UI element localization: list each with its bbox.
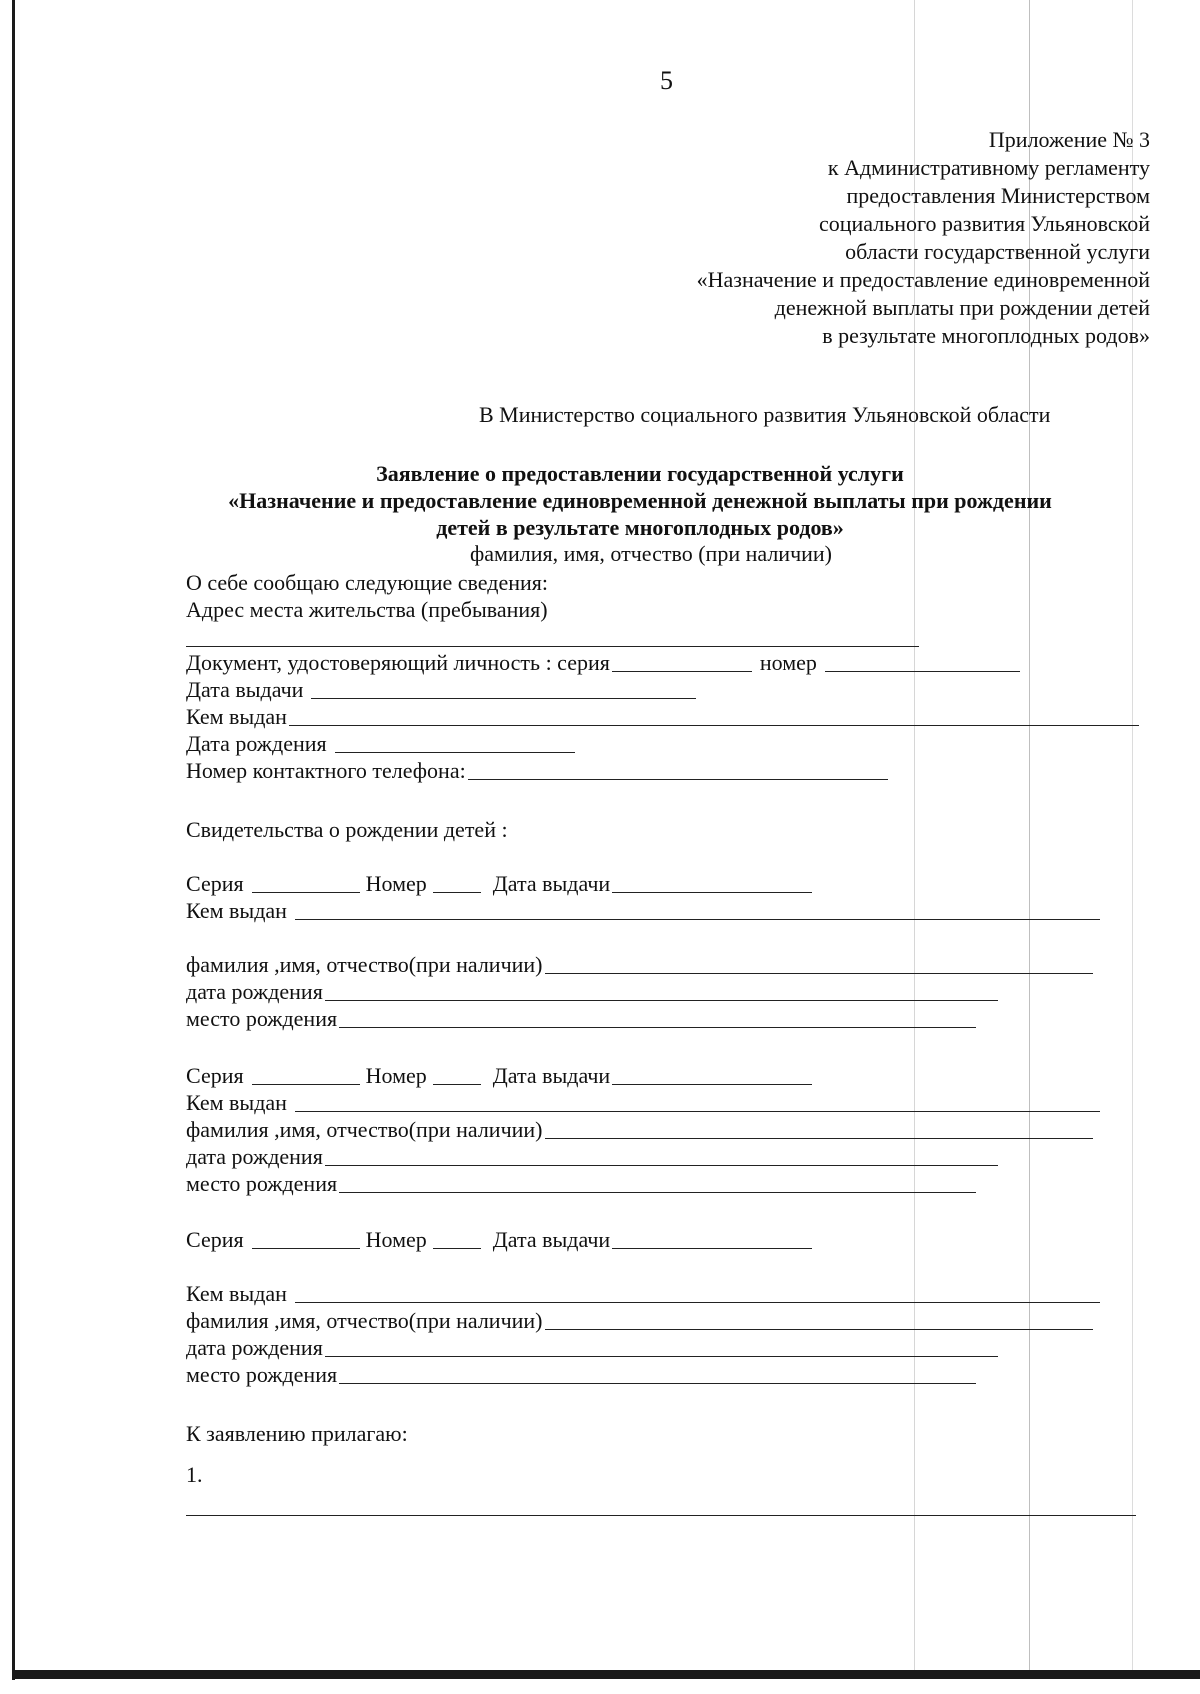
cert3-issue-date-field[interactable]: [612, 1228, 812, 1249]
cert2-number-field[interactable]: [433, 1064, 481, 1085]
id-series-field[interactable]: [612, 651, 752, 672]
child3-birth-place-label: место рождения: [186, 1362, 338, 1387]
issued-by-row: [186, 704, 1139, 730]
certificates-label: Свидетельства о рождении детей :: [186, 817, 508, 842]
cert3-issued-by-field[interactable]: [295, 1282, 1100, 1303]
cert2-issue-date-label: Дата выдачи: [492, 1063, 611, 1088]
cert3-issued-by-row: [186, 1281, 1100, 1307]
id-number-field[interactable]: [825, 651, 1020, 672]
attachment-item-field[interactable]: [186, 1515, 1136, 1516]
cert1-issued-by-row: [186, 898, 1100, 924]
cert1-number-label: Номер: [365, 871, 427, 896]
document-title: [190, 460, 1090, 541]
cert3-series-field[interactable]: [252, 1228, 360, 1249]
id-document-row: [186, 650, 1020, 676]
child1-birth-date-field[interactable]: [325, 980, 998, 1001]
cert1-issued-by-field[interactable]: [295, 899, 1100, 920]
annex-line: денежной выплаты при рождении детей: [774, 295, 1150, 320]
cert3-series-label: Серия: [186, 1227, 244, 1252]
addressee: В Министерство социального развития Ульяновской области: [479, 402, 1051, 427]
child3-birth-date-label: дата рождения: [186, 1335, 323, 1360]
annex-line: предоставления Министерством: [846, 183, 1150, 208]
attachment-item-number: 1.: [186, 1462, 203, 1487]
child1-birth-place-field[interactable]: [339, 1007, 976, 1028]
child1-fio-label: фамилия ,имя, отчество(при наличии): [186, 952, 543, 977]
cert2-issued-by-label: Кем выдан: [186, 1090, 287, 1115]
cert2-issued-by-row: [186, 1090, 1100, 1116]
cert1-issued-by-label: Кем выдан: [186, 898, 287, 923]
scan-bottom-edge: [12, 1670, 1200, 1679]
child2-fio-field[interactable]: [545, 1118, 1093, 1139]
child3-birth-date-field[interactable]: [325, 1336, 998, 1357]
cert3-issued-by-label: Кем выдан: [186, 1281, 287, 1306]
cert1-row: [186, 871, 812, 897]
phone-label: Номер контактного телефона:: [186, 758, 466, 783]
cert2-row: [186, 1063, 812, 1089]
child2-fio-row: [186, 1117, 1093, 1143]
id-series-label: Документ, удостоверяющий личность : серия: [186, 650, 610, 675]
birth-date-row: [186, 731, 575, 757]
child3-fio-row: [186, 1308, 1093, 1334]
child3-fio-field[interactable]: [545, 1309, 1093, 1330]
issued-by-label: Кем выдан: [186, 704, 287, 729]
annex-line: к Административному регламенту: [827, 155, 1150, 180]
annex-header: [697, 126, 1150, 350]
title-line: детей в результате многоплодных родов»: [436, 515, 844, 540]
child2-birth-place-label: место рождения: [186, 1171, 338, 1196]
intro-text: О себе сообщаю следующие сведения:: [186, 570, 549, 595]
issue-date-field[interactable]: [311, 678, 696, 699]
cert3-number-label: Номер: [365, 1227, 427, 1252]
annex-line: социального развития Ульяновской: [818, 211, 1150, 236]
phone-row: [186, 758, 888, 784]
child1-birth-date-label: дата рождения: [186, 979, 323, 1004]
cert2-issue-date-field[interactable]: [612, 1064, 812, 1085]
cert3-issue-date-label: Дата выдачи: [492, 1227, 611, 1252]
id-number-label: номер: [759, 650, 817, 675]
cert2-series-label: Серия: [186, 1063, 244, 1088]
annex-line: Приложение № 3: [988, 127, 1150, 152]
cert1-number-field[interactable]: [433, 872, 481, 893]
birth-date-label: Дата рождения: [186, 731, 327, 756]
cert1-series-field[interactable]: [252, 872, 360, 893]
issue-date-label: Дата выдачи: [186, 677, 304, 702]
title-line: Заявление о предоставлении государственной услуги: [376, 461, 904, 486]
child3-birth-date-row: [186, 1335, 998, 1361]
child2-birth-place-field[interactable]: [339, 1172, 976, 1193]
cert1-issue-date-field[interactable]: [612, 872, 812, 893]
annex-line: в результате многоплодных родов»: [822, 323, 1150, 348]
scan-left-edge: [12, 0, 15, 1680]
cert2-series-field[interactable]: [252, 1064, 360, 1085]
child3-birth-place-row: [186, 1362, 976, 1388]
page-number: 5: [660, 66, 673, 95]
cert3-number-field[interactable]: [433, 1228, 481, 1249]
child2-birth-place-row: [186, 1171, 976, 1197]
applicant-fio-caption: фамилия, имя, отчество (при наличии): [470, 541, 833, 566]
title-line: «Назначение и предоставление единовременной денежной выплаты при рождении: [228, 488, 1052, 513]
address-field[interactable]: [186, 646, 919, 647]
cert1-issue-date-label: Дата выдачи: [492, 871, 611, 896]
child1-birth-place-row: [186, 1006, 976, 1032]
address-label: Адрес места жительства (пребывания): [186, 597, 548, 622]
child1-fio-field[interactable]: [545, 953, 1093, 974]
child2-birth-date-label: дата рождения: [186, 1144, 323, 1169]
cert3-row: [186, 1227, 812, 1253]
annex-line: области государственной услуги: [845, 239, 1150, 264]
child2-fio-label: фамилия ,имя, отчество(при наличии): [186, 1117, 543, 1142]
child3-fio-label: фамилия ,имя, отчество(при наличии): [186, 1308, 543, 1333]
cert2-number-label: Номер: [365, 1063, 427, 1088]
child1-birth-date-row: [186, 979, 998, 1005]
child1-fio-row: [186, 952, 1093, 978]
birth-date-field[interactable]: [335, 732, 575, 753]
cert2-issued-by-field[interactable]: [295, 1091, 1100, 1112]
cert1-series-label: Серия: [186, 871, 244, 896]
child1-birth-place-label: место рождения: [186, 1006, 338, 1031]
child2-birth-date-field[interactable]: [325, 1145, 998, 1166]
child3-birth-place-field[interactable]: [339, 1363, 976, 1384]
child2-birth-date-row: [186, 1144, 998, 1170]
attachments-label: К заявлению прилагаю:: [186, 1421, 408, 1446]
issue-date-row: [186, 677, 696, 703]
phone-field[interactable]: [468, 759, 888, 780]
annex-line: «Назначение и предоставление единовременной: [696, 267, 1150, 292]
issued-by-field[interactable]: [289, 705, 1139, 726]
